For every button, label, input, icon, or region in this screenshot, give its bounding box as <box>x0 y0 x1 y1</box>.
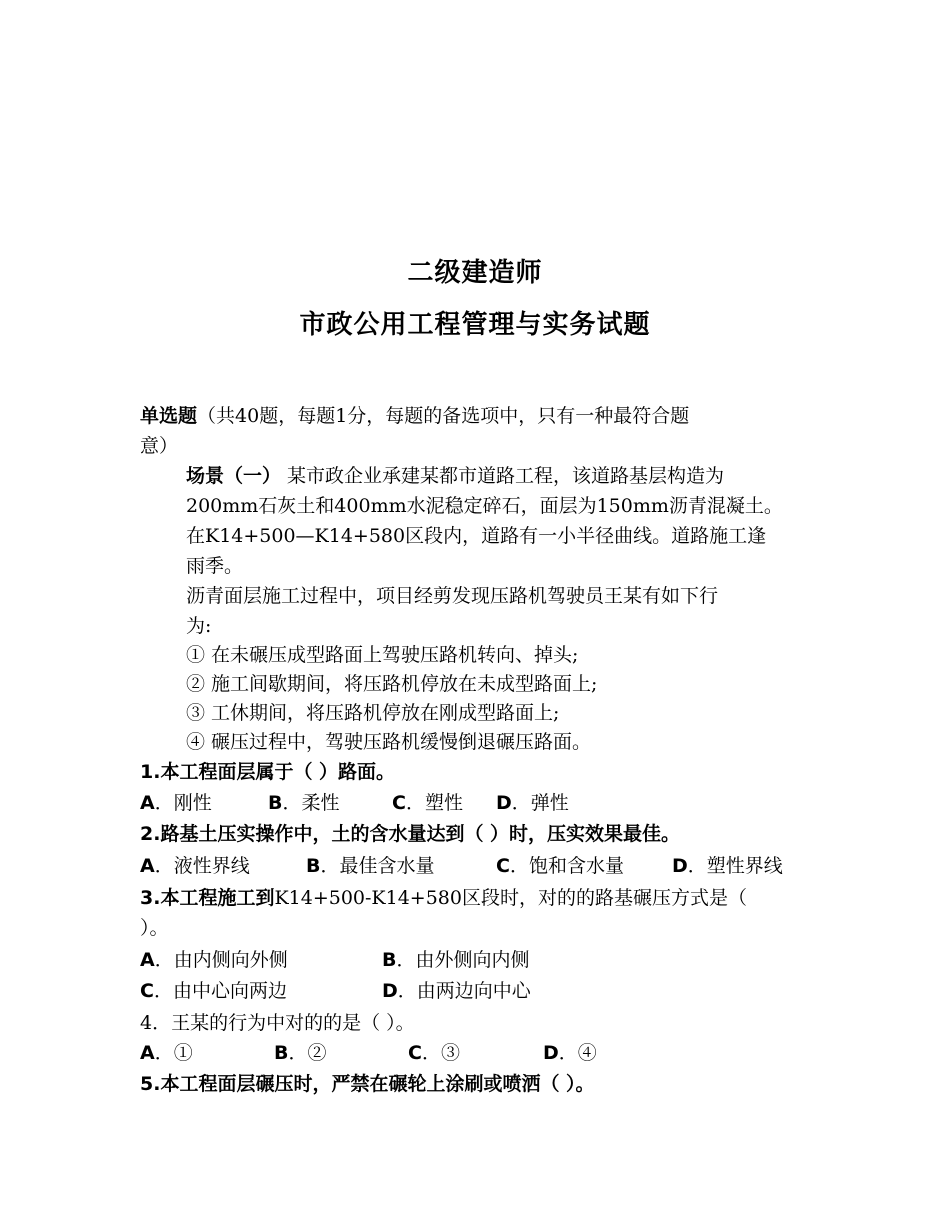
scene-line-3: 在K14+500—K14+580区段内，道路有一小半径曲线。道路施工逢 <box>186 525 767 547</box>
option-d: D．④ <box>543 1042 597 1064</box>
option-c: C．③ <box>408 1042 460 1064</box>
scene-text-1: 某市政企业承建某都市道路工程，该道路基层构造为 <box>281 465 725 487</box>
option-a: A．由内侧向外侧 <box>140 949 288 971</box>
section-description: （共40题，每题1分，每题的备选项中，只有一种最符合题 <box>197 405 690 427</box>
question-3-number: 3.本工程施工到 <box>140 887 275 909</box>
scene-line-2: 200mm石灰土和400mm水泥稳定碎石，面层为150mm沥青混凝土。 <box>186 495 783 517</box>
section-heading-cont: 意） <box>140 435 179 457</box>
option-b: B．② <box>274 1042 327 1064</box>
question-3-cont: ）。 <box>140 917 169 939</box>
question-3-text: K14+500-K14+580区段时，对的的路基碾压方式是（ <box>274 887 747 909</box>
option-b: B．柔性 <box>268 792 340 814</box>
option-a: A．液性界线 <box>140 855 250 877</box>
scene-line-6: 为: <box>186 615 212 637</box>
question-4: 4．王某的行为中对的的是（ ）。 <box>140 1012 415 1034</box>
question-3 <box>140 883 747 913</box>
option-d: D．由两边向中心 <box>382 980 531 1002</box>
scene-line-4: 雨季。 <box>186 555 244 577</box>
section-heading <box>140 401 689 431</box>
doc-subtitle: 市政公用工程管理与实务试题 <box>299 310 651 340</box>
scene-line-1 <box>186 461 724 491</box>
option-c: C．由中心向两边 <box>140 980 287 1002</box>
question-2: 2.路基土压实操作中，土的含水量达到（ ）时，压实效果最佳。 <box>140 823 681 845</box>
behavior-item: ④ 碾压过程中，驾驶压路机缓慢倒退碾压路面。 <box>186 731 592 753</box>
behavior-item: ② 施工间歇期间，将压路机停放在未成型路面上; <box>186 673 598 695</box>
question-5: 5.本工程面层碾压时，严禁在碾轮上涂刷或喷洒（ ）。 <box>140 1073 595 1095</box>
option-d: D．塑性界线 <box>672 855 783 877</box>
scene-label: 场景（一） <box>186 465 282 487</box>
option-a: A．① <box>140 1042 193 1064</box>
option-b: B．最佳含水量 <box>306 855 435 877</box>
option-c: C．饱和含水量 <box>496 855 624 877</box>
option-c: C．塑性 <box>392 792 463 814</box>
option-d: D．弹性 <box>496 792 569 814</box>
scene-line-5: 沥青面层施工过程中，项目经剪发现压路机驾驶员王某有如下行 <box>186 585 719 607</box>
behavior-item: ① 在未碾压成型路面上驾驶压路机转向、掉头; <box>186 644 579 666</box>
option-a: A．刚性 <box>140 792 212 814</box>
section-label: 单选题 <box>140 405 198 427</box>
option-b: B．由外侧向内侧 <box>382 949 530 971</box>
doc-title: 二级建造师 <box>407 258 543 288</box>
behavior-item: ③ 工休期间，将压路机停放在刚成型路面上; <box>186 702 560 724</box>
question-1: 1.本工程面层属于（ ）路面。 <box>140 761 396 783</box>
